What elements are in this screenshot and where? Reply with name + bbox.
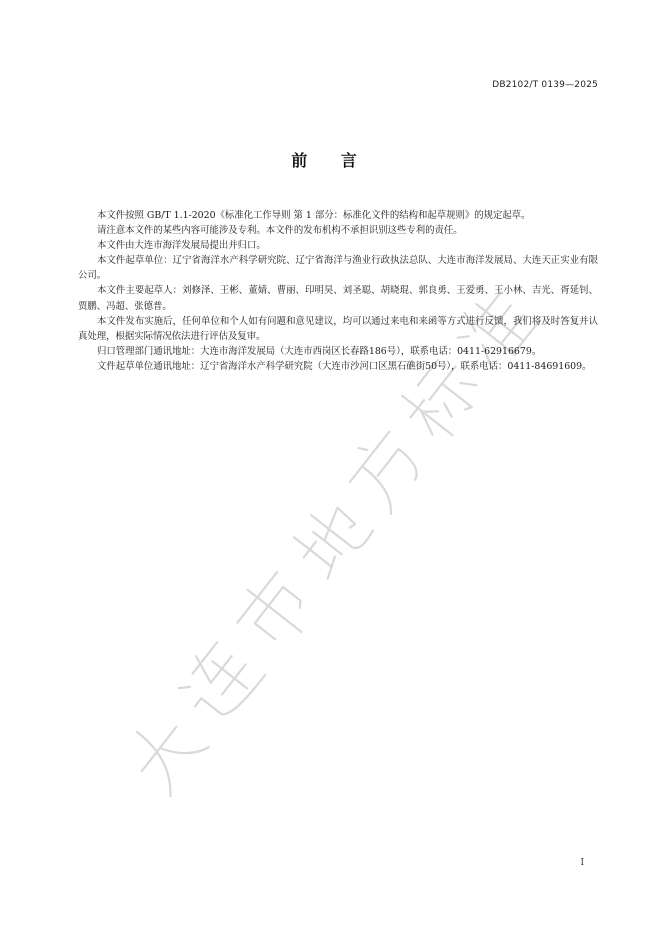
paragraph-patent-notice: 请注意本文件的某些内容可能涉及专利。本文件的发布机构不承担识别这些专利的责任。 [97, 225, 463, 237]
page-title: 前 言 [291, 151, 371, 170]
paragraph-drafters: 本文件主要起草人：刘修泽、王彬、董婧、曹丽、印明昊、刘圣聪、胡晓琨、郭良勇、王爱勇、王小林、吉光、胥延钊、贾鹏、冯超、张德普。 [78, 285, 598, 312]
paragraph-authority-address: 归口管理部门通讯地址：大连市海洋发展局（大连市西岗区长春路186号），联系电话：0411-62916679。 [97, 345, 542, 357]
watermark-glyph-1 [119, 707, 209, 796]
document-code: DB2102/T 0139—2025 [492, 80, 598, 90]
watermark-glyph-3 [228, 565, 321, 657]
paragraph-drafting-rules: 本文件按照 GB/T 1.1-2020《标准化工作导则 第 1 部分：标准化文件的结构和起草规则》的规定起草。 [97, 210, 531, 221]
watermark-glyph-4 [287, 495, 374, 583]
page-number: I [580, 858, 584, 868]
watermark-glyph-2 [171, 634, 265, 728]
paragraph-drafter-address: 文件起草单位通讯地址：辽宁省海洋水产科学研究院（大连市沙河口区黑石礁街50号），联系电话：0411-84691609。 [97, 360, 592, 372]
watermark-glyph-5 [339, 423, 430, 514]
paragraph-drafting-units: 本文件起草单位：辽宁省海洋水产科学研究院、辽宁省海洋与渔业行政执法总队、大连市海洋发展局、大连天正实业有限公司。 [78, 255, 598, 282]
paragraph-proposer: 本文件由大连市海洋发展局提出并归口。 [97, 240, 266, 252]
paragraph-feedback: 本文件发布实施后，任何单位和个人如有问题和意见建议，均可以通过来电和来函等方式进行反馈，我们将及时答复并认真处理，根据实际情况依法进行评估及复审。 [78, 315, 598, 342]
body-text [78, 208, 598, 374]
